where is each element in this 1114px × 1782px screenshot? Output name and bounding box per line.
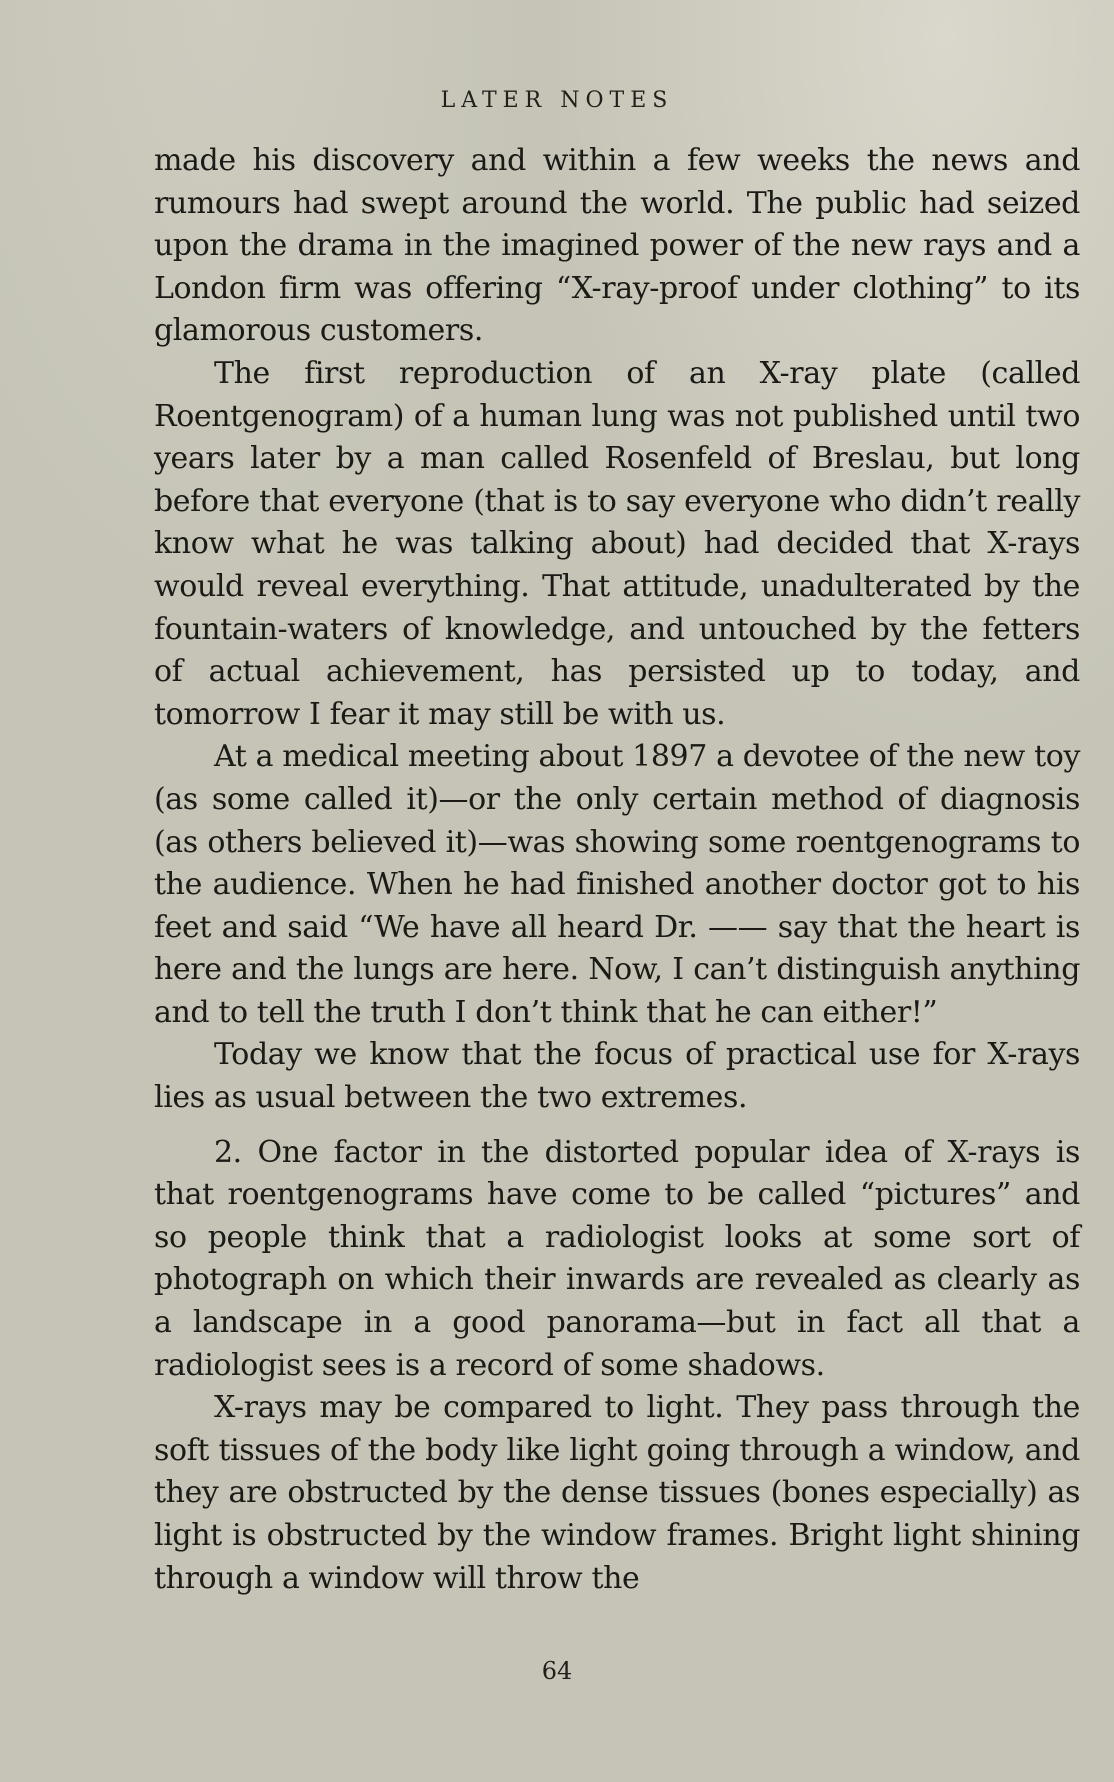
page-number: 64 bbox=[541, 1657, 573, 1685]
paragraph-continuation: made his discovery and within a few weeks the news and rumours had swept around the world. The public had seized upon the drama in the imagined power of the new rays and a London firm was offering “X-ray-proof under clothing” to its glamorous customers. bbox=[154, 143, 1080, 349]
paragraph-light-comparison: X-rays may be compared to light. They pass through the soft tissues of the body like light going through a window, and they are obstructed by the dense tissues (bones especially) as light is obstructed by the window frames. Bright light shining through a window will throw the bbox=[154, 1390, 1080, 1596]
running-head: LATER NOTES bbox=[440, 88, 674, 113]
paragraph-note-2: 2. One factor in the distorted popular idea of X-rays is that roentgenograms have come to be called “pictures” and so people think that a radiologist looks at some sort of photograph on which their inwards are revealed as clearly as a landscape in a good panorama—but in fact all that a radiologist sees is a record of some shadows. bbox=[154, 1134, 1080, 1383]
paragraph-today: Today we know that the focus of practical use for X-rays lies as usual between the two extremes. bbox=[154, 1037, 1080, 1116]
body-text bbox=[154, 140, 1080, 1600]
paragraph-medical-meeting: At a medical meeting about 1897 a devotee of the new toy (as some called it)—or the only certain method of diagnosis (as others believed it)—was showing some roentgenograms to the audience. When he had finished another doctor got to his feet and said “We have all heard Dr. —— say that the heart is here and the lungs are here. Now, I can’t distinguish anything and to tell the truth I don’t think that he can either!” bbox=[154, 739, 1080, 1030]
paragraph-roentgenogram-history: The first reproduction of an X-ray plate (called Roentgenogram) of a human lung was not published until two years later by a man called Rosenfeld of Breslau, but long before that everyone (that is to say everyone who didn’t really know what he was talking about) had decided that X-rays would reveal everything. That attitude, unadulterated by the fountain-waters of knowledge, and untouched by the fetters of actual achievement, has persisted up to today, and tomorrow I fear it may still be with us. bbox=[154, 355, 1080, 732]
section-gap bbox=[154, 1120, 1080, 1132]
